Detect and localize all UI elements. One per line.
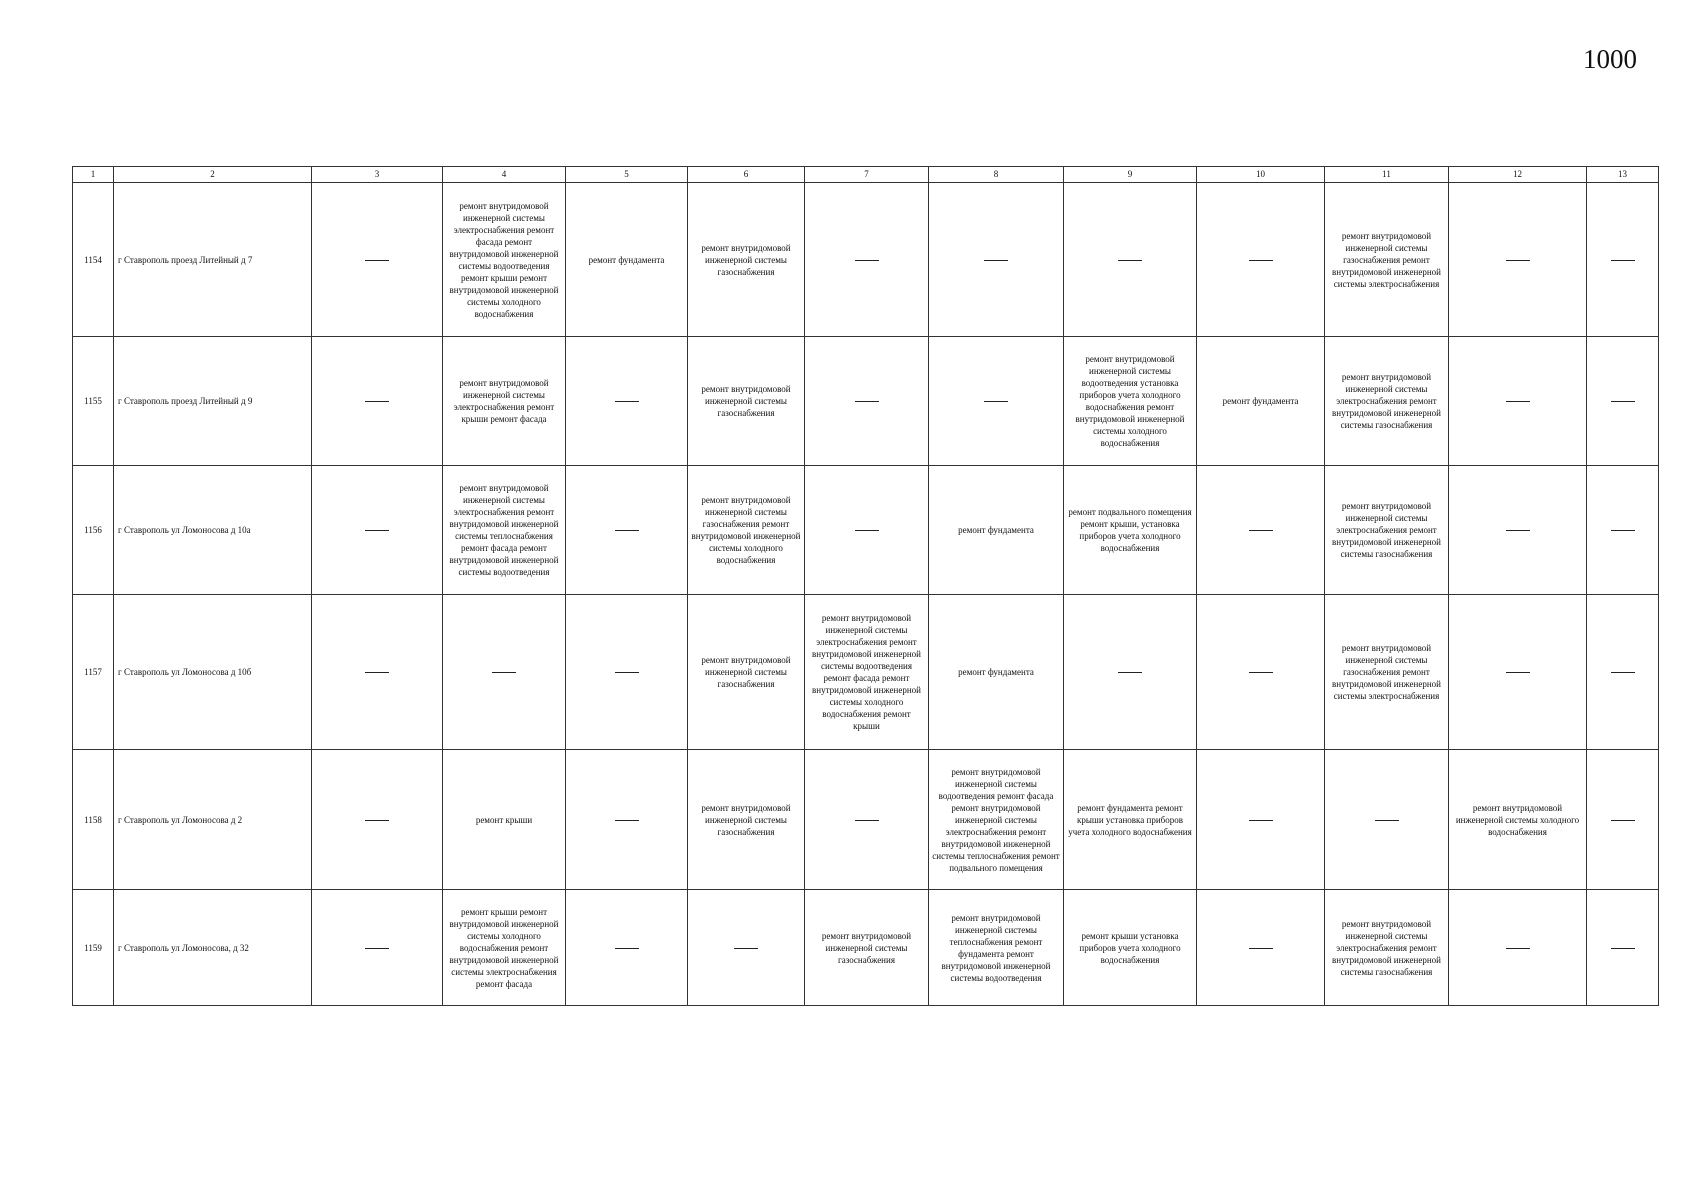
column-header: 2 <box>114 167 312 183</box>
column-header: 9 <box>1064 167 1197 183</box>
table-cell <box>1587 890 1659 1006</box>
table-cell <box>1197 890 1325 1006</box>
dash-mark <box>365 672 389 673</box>
table-row <box>73 890 1659 1006</box>
table-cell: ремонт внутридомовой инженерной системы теплоснабжения ремонт фундамента ремонт внутридомовой инженерной системы водоотведения <box>929 890 1064 1006</box>
row-number: 1155 <box>73 337 114 466</box>
table-cell: ремонт внутридомовой инженерной системы газоснабжения ремонт внутридомовой инженерной системы электроснабжения <box>1325 595 1449 750</box>
table-cell: ремонт внутридомовой инженерной системы электроснабжения ремонт крыши ремонт фасада <box>443 337 566 466</box>
table-cell <box>1064 595 1197 750</box>
table-cell: ремонт внутридомовой инженерной системы электроснабжения ремонт внутридомовой инженерной системы газоснабжения <box>1325 466 1449 595</box>
address-cell: г Ставрополь ул Ломоносова, д 32 <box>114 890 312 1006</box>
table-cell <box>312 595 443 750</box>
dash-mark <box>1506 401 1530 402</box>
dash-mark <box>855 401 879 402</box>
table-cell <box>1197 750 1325 890</box>
table-cell: ремонт внутридомовой инженерной системы газоснабжения <box>688 337 805 466</box>
table-cell: ремонт внутридомовой инженерной системы газоснабжения <box>805 890 929 1006</box>
dash-mark <box>615 672 639 673</box>
dash-mark <box>365 820 389 821</box>
column-header: 13 <box>1587 167 1659 183</box>
dash-mark <box>1249 260 1273 261</box>
table-cell: ремонт фундамента <box>929 466 1064 595</box>
table-cell <box>566 466 688 595</box>
table-cell <box>1197 183 1325 337</box>
dash-mark <box>1375 820 1399 821</box>
table-cell <box>805 750 929 890</box>
table-cell: ремонт внутридомовой инженерной системы электроснабжения ремонт фасада ремонт внутридомовой инженерной системы водоотведения ремонт крыши ремонт внутридомовой инженерной системы холодного водоснабжения <box>443 183 566 337</box>
table-cell <box>1449 595 1587 750</box>
table-cell: ремонт внутридомовой инженерной системы газоснабжения ремонт внутридомовой инженерной системы электроснабжения <box>1325 183 1449 337</box>
table-cell: ремонт внутридомовой инженерной системы водоотведения установка приборов учета холодного водоснабжения ремонт внутридомовой инженерной системы холодного водоснабжения <box>1064 337 1197 466</box>
table-cell: ремонт фундамента <box>1197 337 1325 466</box>
table-row <box>73 337 1659 466</box>
row-number: 1159 <box>73 890 114 1006</box>
table-cell: ремонт внутридомовой инженерной системы электроснабжения ремонт внутридомовой инженерной системы водоотведения ремонт фасада ремонт внутридомовой инженерной системы холодного водоснабжения ремонт крыши <box>805 595 929 750</box>
table-cell: ремонт подвального помещения ремонт крыши, установка приборов учета холодного водоснабжения <box>1064 466 1197 595</box>
dash-mark <box>1118 260 1142 261</box>
dash-mark <box>615 820 639 821</box>
dash-mark <box>1611 672 1635 673</box>
dash-mark <box>984 401 1008 402</box>
column-header: 5 <box>566 167 688 183</box>
table-cell: ремонт внутридомовой инженерной системы электроснабжения ремонт внутридомовой инженерной системы газоснабжения <box>1325 337 1449 466</box>
row-number: 1158 <box>73 750 114 890</box>
dash-mark <box>615 948 639 949</box>
table-cell <box>1587 595 1659 750</box>
dash-mark <box>615 401 639 402</box>
dash-mark <box>855 820 879 821</box>
table-cell <box>312 337 443 466</box>
table-cell <box>443 595 566 750</box>
table-cell: ремонт крыши <box>443 750 566 890</box>
table-cell <box>1197 595 1325 750</box>
table-cell: ремонт крыши ремонт внутридомовой инженерной системы холодного водоснабжения ремонт внутридомовой инженерной системы электроснабжения ремонт фасада <box>443 890 566 1006</box>
table-row <box>73 595 1659 750</box>
table-cell: ремонт фундамента ремонт крыши установка приборов учета холодного водоснабжения <box>1064 750 1197 890</box>
table-cell <box>312 466 443 595</box>
table-cell: ремонт внутридомовой инженерной системы водоотведения ремонт фасада ремонт внутридомовой инженерной системы электроснабжения ремонт внутридомовой инженерной системы теплоснабжения ремонт подвального помещения <box>929 750 1064 890</box>
dash-mark <box>1611 530 1635 531</box>
table-cell <box>1449 466 1587 595</box>
dash-mark <box>734 948 758 949</box>
table-cell <box>688 890 805 1006</box>
dash-mark <box>1506 260 1530 261</box>
address-cell: г Ставрополь ул Ломоносова д 10б <box>114 595 312 750</box>
table-cell <box>1449 183 1587 337</box>
address-cell: г Ставрополь проезд Литейный д 9 <box>114 337 312 466</box>
header-row <box>73 167 1659 183</box>
dash-mark <box>1249 820 1273 821</box>
table-cell <box>566 890 688 1006</box>
dash-mark <box>1506 530 1530 531</box>
dash-mark <box>492 672 516 673</box>
table-cell: ремонт фундамента <box>566 183 688 337</box>
table-cell <box>312 890 443 1006</box>
row-number: 1154 <box>73 183 114 337</box>
dash-mark <box>615 530 639 531</box>
table-cell <box>805 466 929 595</box>
column-header: 3 <box>312 167 443 183</box>
table-cell: ремонт внутридомовой инженерной системы электроснабжения ремонт внутридомовой инженерной системы газоснабжения <box>1325 890 1449 1006</box>
column-header: 7 <box>805 167 929 183</box>
dash-mark <box>1249 530 1273 531</box>
table-cell <box>566 595 688 750</box>
table-cell: ремонт внутридомовой инженерной системы электроснабжения ремонт внутридомовой инженерной системы теплоснабжения ремонт фасада ремонт внутридомовой инженерной системы водоотведения <box>443 466 566 595</box>
dash-mark <box>855 260 879 261</box>
dash-mark <box>365 260 389 261</box>
dash-mark <box>984 260 1008 261</box>
dash-mark <box>855 530 879 531</box>
table-cell <box>312 750 443 890</box>
page-number: 1000 <box>1583 44 1637 74</box>
table-cell <box>312 183 443 337</box>
column-header: 8 <box>929 167 1064 183</box>
table-cell <box>1587 466 1659 595</box>
table-cell <box>805 337 929 466</box>
row-number: 1157 <box>73 595 114 750</box>
table-cell <box>1587 183 1659 337</box>
dash-mark <box>1611 260 1635 261</box>
column-header: 11 <box>1325 167 1449 183</box>
row-number: 1156 <box>73 466 114 595</box>
table-cell <box>929 337 1064 466</box>
table-row <box>73 750 1659 890</box>
table-cell <box>1325 750 1449 890</box>
column-header: 10 <box>1197 167 1325 183</box>
table-cell <box>929 183 1064 337</box>
table-cell <box>566 750 688 890</box>
table-cell: ремонт крыши установка приборов учета холодного водоснабжения <box>1064 890 1197 1006</box>
table-cell: ремонт внутридомовой инженерной системы холодного водоснабжения <box>1449 750 1587 890</box>
table-cell <box>1197 466 1325 595</box>
table-cell: ремонт внутридомовой инженерной системы газоснабжения <box>688 183 805 337</box>
table-row <box>73 466 1659 595</box>
dash-mark <box>1118 672 1142 673</box>
column-header: 6 <box>688 167 805 183</box>
repair-schedule-table <box>72 166 1659 1006</box>
dash-mark <box>1611 401 1635 402</box>
dash-mark <box>365 401 389 402</box>
address-cell: г Ставрополь ул Ломоносова д 2 <box>114 750 312 890</box>
table-cell <box>1449 337 1587 466</box>
dash-mark <box>1611 820 1635 821</box>
table-cell <box>805 183 929 337</box>
address-cell: г Ставрополь проезд Литейный д 7 <box>114 183 312 337</box>
table-cell <box>1587 750 1659 890</box>
dash-mark <box>1506 948 1530 949</box>
dash-mark <box>365 948 389 949</box>
table-cell: ремонт внутридомовой инженерной системы газоснабжения ремонт внутридомовой инженерной системы холодного водоснабжения <box>688 466 805 595</box>
table-cell: ремонт внутридомовой инженерной системы газоснабжения <box>688 595 805 750</box>
address-cell: г Ставрополь ул Ломоносова д 10а <box>114 466 312 595</box>
table-cell <box>1449 890 1587 1006</box>
dash-mark <box>1611 948 1635 949</box>
dash-mark <box>1249 672 1273 673</box>
dash-mark <box>365 530 389 531</box>
table-row <box>73 183 1659 337</box>
column-header: 4 <box>443 167 566 183</box>
table-cell: ремонт внутридомовой инженерной системы газоснабжения <box>688 750 805 890</box>
table-cell: ремонт фундамента <box>929 595 1064 750</box>
column-header: 12 <box>1449 167 1587 183</box>
table-cell <box>566 337 688 466</box>
dash-mark <box>1249 948 1273 949</box>
table-cell <box>1064 183 1197 337</box>
dash-mark <box>1506 672 1530 673</box>
table-cell <box>1587 337 1659 466</box>
column-header: 1 <box>73 167 114 183</box>
